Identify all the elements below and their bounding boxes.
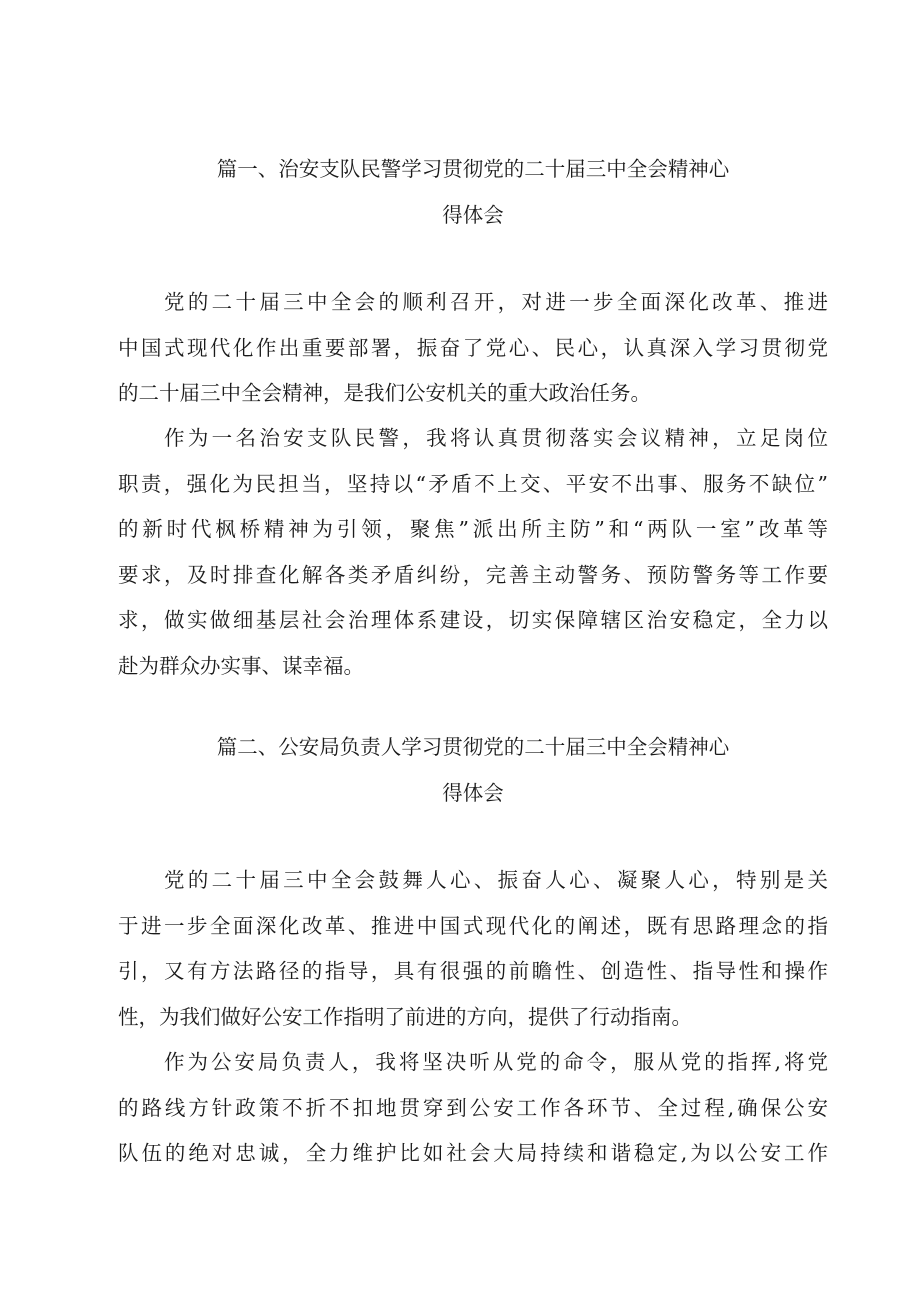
section-2-title-line-2: 得体会: [442, 781, 504, 805]
text-line: 引，又有方法路径的指导，具有很强的前瞻性、创造性、指导性和操作: [118, 959, 828, 983]
section-1-title: [118, 146, 828, 238]
section-2-title-line-1: 篇二、公安局负责人学习贯彻党的二十届三中全会精神心: [216, 735, 730, 759]
text-line: 求，做实做细基层社会治理体系建设，切实保障辖区治安稳定，全力以: [118, 608, 828, 632]
text-line: 于进一步全面深化改革、推进中国式现代化的阐述，既有思路理念的指: [118, 913, 828, 938]
text-line: 职责，强化为民担当，坚持以“矛盾不上交、平安不出事、服务不缺位”: [118, 471, 828, 496]
text-line: 队伍的绝对忠诚，全力维护比如社会大局持续和谐稳定,为以公安工作: [118, 1141, 828, 1165]
text-line: 的路线方针政策不折不扣地贯穿到公安工作各环节、全过程,确保公安: [118, 1095, 828, 1120]
section-1-paragraph-1: [118, 280, 828, 417]
text-line: 的二十届三中全会精神，是我们公安机关的重大政治任务。: [118, 381, 651, 405]
section-2-title: [118, 724, 828, 816]
text-line: 的新时代枫桥精神为引领，聚焦”派出所主防”和“两队一室”改革等: [118, 517, 828, 541]
section-2-paragraph-1: [118, 858, 828, 1040]
text-line: 作为公安局负责人，我将坚决听从党的命令，服从党的指挥,将党: [164, 1050, 828, 1074]
text-line: 赴为群众办实事、谋幸福。: [118, 653, 364, 678]
text-line: 性，为我们做好公安工作指明了前进的方向，提供了行动指南。: [118, 1004, 692, 1029]
text-line: 中国式现代化作出重要部署，振奋了党心、民心，认真深入学习贯彻党: [118, 335, 828, 360]
section-1-title-line-2: 得体会: [442, 203, 504, 227]
section-1-paragraph-2: [118, 416, 828, 689]
section-1-title-line-1: 篇一、治安支队民警学习贯彻党的二十届三中全会精神心: [216, 157, 730, 181]
text-line: 党的二十届三中全会的顺利召开，对进一步全面深化改革、推进: [164, 290, 828, 314]
section-2-paragraph-2: [118, 1040, 828, 1177]
text-line: 要求，及时排查化解各类矛盾纠纷，完善主动警务、预防警务等工作要: [118, 562, 828, 587]
text-line: 党的二十届三中全会鼓舞人心、振奋人心、凝聚人心，特别是关: [164, 868, 828, 892]
text-line: 作为一名治安支队民警，我将认真贯彻落实会议精神，立足岗位: [164, 426, 828, 450]
